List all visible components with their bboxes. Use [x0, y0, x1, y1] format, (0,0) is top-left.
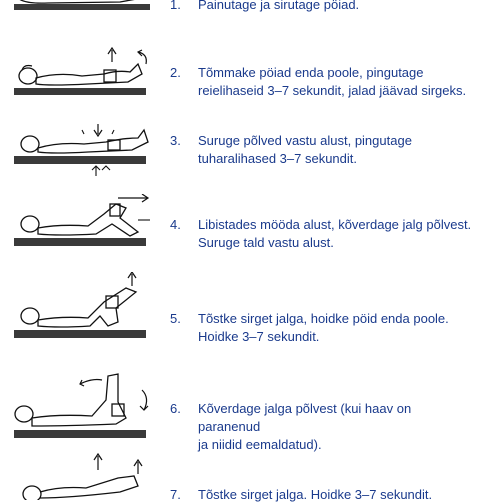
exercise-row-1 [0, 0, 482, 20]
person-lying-foot-pull-icon [8, 42, 156, 102]
step-number: 6. [170, 401, 181, 416]
step-text-line: Tõstke sirget jalga. Hoidke 3–7 sekundit. [198, 487, 433, 502]
person-lying-heel-slide-icon [8, 194, 156, 258]
step-text-line: Libistades mööda alust, kõverdage jalg põlvest. [198, 217, 472, 232]
exercise-row-3 [0, 112, 482, 188]
step-text-line: reielihaseid 3–7 sekundit, jalad jäävad sirgeks. [198, 83, 467, 98]
step-text-line: Hoidke 3–7 sekundit. [198, 329, 320, 344]
step-text [198, 486, 474, 504]
step-text [198, 0, 474, 14]
exercise-row-6 [0, 360, 482, 450]
person-lying-leg-raise-icon [8, 452, 156, 500]
step-number: 7. [170, 487, 181, 502]
step-number: 5. [170, 311, 181, 326]
step-number: 2. [170, 65, 181, 80]
step-text-line: Painutage ja sirutage pöiad. [198, 0, 360, 12]
step-text-line: Suruge põlved vastu alust, pingutage [198, 133, 412, 148]
person-lying-knee-press-icon [8, 116, 156, 182]
step-number: 4. [170, 217, 181, 232]
step-text-line: Kõverdage jalga põlvest (kui haav on paranenud [198, 401, 412, 434]
step-number: 3. [170, 133, 181, 148]
exercise-row-2 [0, 40, 482, 110]
step-text-line: Tõmmake pöiad enda poole, pingutage [198, 65, 424, 80]
step-number: 1. [170, 0, 181, 12]
person-lying-ankle-pump-icon [8, 0, 156, 16]
exercise-row-4 [0, 190, 482, 270]
step-text [198, 216, 474, 252]
step-text-line: ja niidid eemaldatud). [198, 437, 322, 452]
exercise-row-7 [0, 450, 482, 500]
step-text-line: tuharalihased 3–7 sekundit. [198, 151, 358, 166]
step-text [198, 64, 474, 100]
person-lying-straight-leg-raise-icon [8, 272, 156, 352]
exercise-row-5 [0, 270, 482, 360]
person-lying-knee-bend-icon [8, 364, 156, 444]
step-text-line: Suruge tald vastu alust. [198, 235, 334, 250]
step-text-line: Tõstke sirget jalga, hoidke pöid enda poole. [198, 311, 449, 326]
step-text [198, 400, 474, 454]
step-text [198, 310, 474, 346]
step-text [198, 132, 474, 168]
